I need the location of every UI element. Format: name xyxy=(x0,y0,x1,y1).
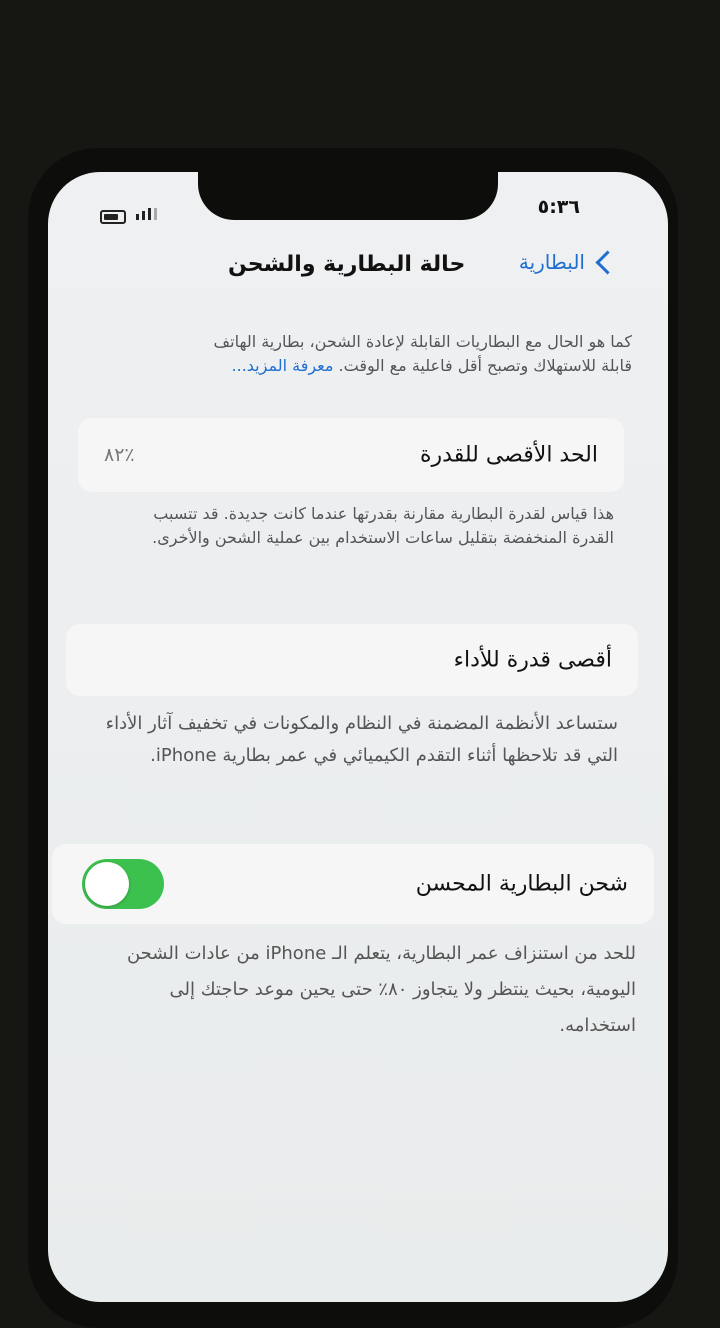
page-title: حالة البطارية والشحن xyxy=(228,252,466,277)
back-button[interactable] xyxy=(519,250,616,274)
max-capacity-label: الحد الأقصى للقدرة xyxy=(420,442,598,468)
phone-screen xyxy=(48,172,668,1302)
optimized-charging-description: للحد من استنزاف عمر البطارية، يتعلم الـ iPhone من عادات الشحن اليومية، بحيث ينتظر ولا يتجاوز ٨٠٪ حتى يحين موعد حاجتك إلى استخدامه. xyxy=(126,943,636,1036)
toggle-knob xyxy=(85,862,129,906)
peak-performance-row xyxy=(66,624,638,696)
optimized-charging-row xyxy=(52,844,654,924)
max-capacity-row xyxy=(78,418,624,492)
peak-performance-description: ستساعد الأنظمة المضمنة في النظام والمكونات في تخفيف آثار الأداء التي قد تلاحظها أثناء التقدم الكيميائي في عمر بطارية iPhone. xyxy=(105,713,618,766)
back-label: البطارية xyxy=(518,250,585,274)
intro-line-1: كما هو الحال مع البطاريات القابلة لإعادة الشحن، بطارية الهاتف xyxy=(213,332,632,351)
optimized-charging-toggle[interactable] xyxy=(82,859,164,909)
battery-icon xyxy=(100,210,126,224)
intro-text xyxy=(72,330,632,378)
max-capacity-description: هذا قياس لقدرة البطارية مقارنة بقدرتها عندما كانت جديدة. قد تتسبب القدرة المنخفضة بتقليل ساعات الاستخدام بين عملية الشحن والأخرى. xyxy=(152,504,614,547)
notch xyxy=(198,172,498,220)
peak-performance-label: أقصى قدرة للأداء xyxy=(453,647,612,673)
learn-more-link[interactable]: معرفة المزيد... xyxy=(231,356,334,375)
signal-icon xyxy=(136,208,157,220)
max-capacity-value: ٪٨٢ xyxy=(104,444,135,466)
chevron-back-icon xyxy=(595,250,619,274)
status-time: ٥:٣٦ xyxy=(537,196,580,218)
intro-line-2: قابلة للاستهلاك وتصبح أقل فاعلية مع الوقت. xyxy=(338,356,632,375)
optimized-charging-label: شحن البطارية المحسن xyxy=(415,871,628,897)
